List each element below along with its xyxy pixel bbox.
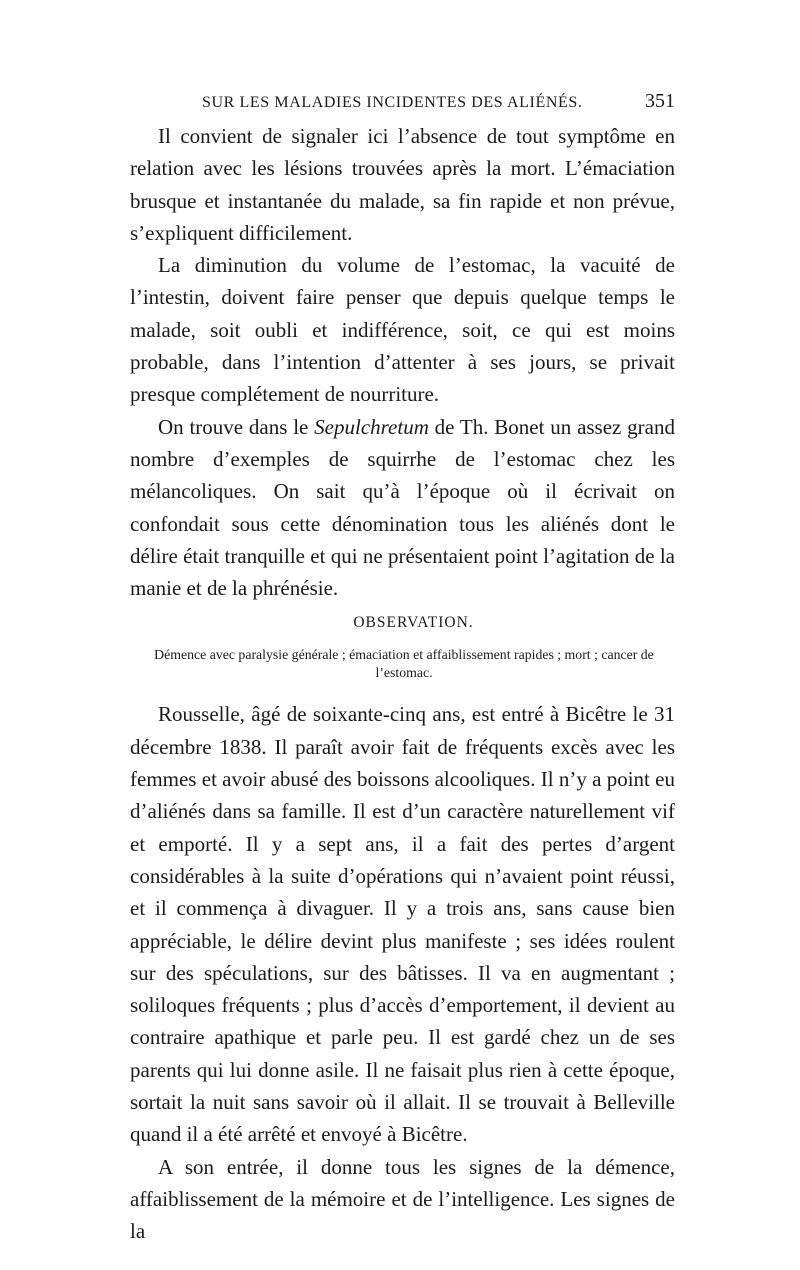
paragraph: La diminution du volume de l’estomac, la vacuité de l’intestin, doivent faire penser que depuis quelque temps le malade, soit oubli et indifférence, soit, ce qui est moins probable, dans l’intention d’attenter à ses jours, se privait presque complétement de nourriture. — [130, 253, 675, 407]
paragraph — [130, 411, 675, 605]
book-title-italic: Sepulchretum — [314, 414, 429, 439]
running-title: SUR LES MALADIES INCIDENTES DES ALIÉNÉS. — [202, 94, 583, 111]
paragraph-text: de Th. Bonet un assez grand nombre d’exemples de squirrhe de l’estomac chez les mélancoliques. On sait qu’à l’époque où il écrivait on confondait sous cette dénomination tous les aliénés dont le délire était tranquille et qui ne présentaient point l’agitation de la manie et de la phrénésie. — [130, 414, 675, 601]
observation-subtitle: Démence avec paralysie générale ; émaciation et affaiblissement rapides ; mort ; cancer de l’estomac. — [154, 647, 654, 681]
observation-paragraph: Rousselle, âgé de soixante-cinq ans, est entré à Bicêtre le 31 décembre 1838. Il paraît avoir fait de fréquents excès avec les femmes et avoir abusé des boissons alcooliques. Il n’y a point eu d’aliénés dans sa famille. Il est d’un caractère naturellement vif et emporté. Il y a sept ans, il a fait des pertes d’argent considérables à la suite d’opérations qui n’avaient point réussi, et il commença à divaguer. Il y a trois ans, sans cause bien appréciable, le délire devint plus manifeste ; ses idées roulent sur des spéculations, sur des bâtisses. Il va en augmentant ; soliloques fréquents ; plus d’accès d’emportement, il devient au contraire apathique et parle peu. Il est gardé chez un de ses parents qui lui donne asile. Il ne faisait plus rien à cette époque, sortait la nuit sans savoir où il allait. Il se trouvait à Belleville quand il a été arrêté et envoyé à Bicêtre. — [130, 702, 675, 1147]
paragraph: Il convient de signaler ici l’absence de tout symptôme en relation avec les lésions trouvées après la mort. L’émaciation brusque et instantanée du malade, sa fin rapide et non prévue, s’expliquent difficilement. — [130, 124, 675, 245]
book-page — [130, 88, 675, 1248]
observation-heading: OBSERVATION. — [353, 614, 474, 632]
running-head — [130, 88, 675, 120]
observation-paragraph: A son entrée, il donne tous les signes de la démence, affaiblissement de la mémoire et de l’intelligence. Les signes de la — [130, 1154, 675, 1244]
paragraph-text: On trouve dans le — [158, 414, 315, 439]
page-number: 351 — [645, 90, 675, 112]
